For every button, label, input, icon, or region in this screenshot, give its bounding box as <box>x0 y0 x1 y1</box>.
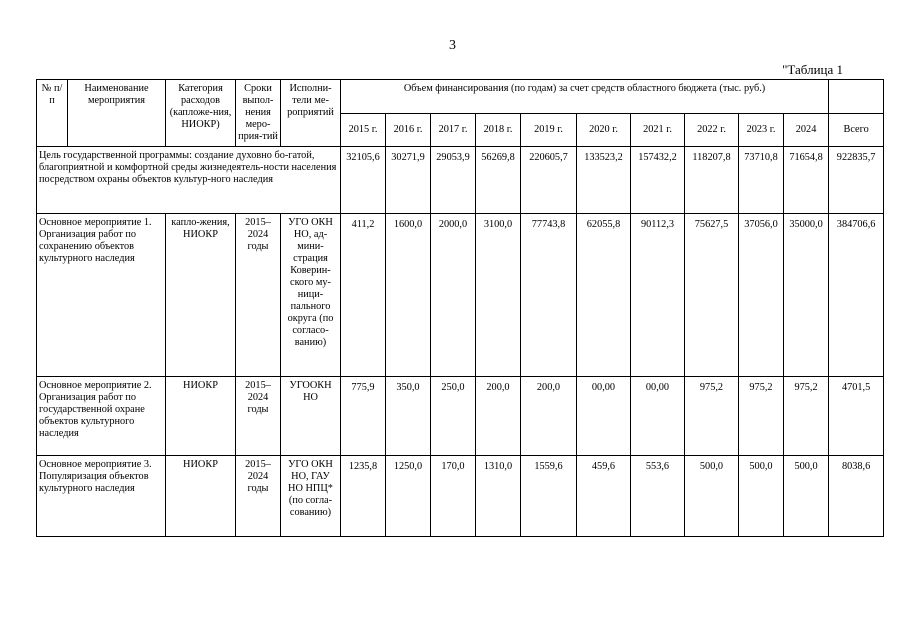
category-cell: НИОКР <box>166 377 236 456</box>
value-cell: 200,0 <box>521 377 577 456</box>
header-row <box>37 80 884 114</box>
executors-cell: УГООКН НО <box>281 377 341 456</box>
value-cell: 71654,8 <box>784 147 829 214</box>
value-cell: 2000,0 <box>431 214 476 377</box>
header-category: Категория расходов (капложе-ния, НИОКР) <box>166 80 236 147</box>
value-cell: 411,2 <box>341 214 386 377</box>
header-name: Наименование мероприятия <box>68 80 166 147</box>
goal-text: Цель государственной программы: создание духовно бо-гатой, благоприятной и комфортной среды жизнедеятель-ности населения посредством охраны объектов культур-ного наследия <box>37 147 341 214</box>
terms-cell: 2015–2024 годы <box>236 456 281 537</box>
value-cell: 00,00 <box>631 377 685 456</box>
value-cell: 220605,7 <box>521 147 577 214</box>
value-cell: 459,6 <box>577 456 631 537</box>
value-cell: 200,0 <box>476 377 521 456</box>
value-cell: 500,0 <box>739 456 784 537</box>
value-cell: 775,9 <box>341 377 386 456</box>
value-cell: 133523,2 <box>577 147 631 214</box>
total-cell: 384706,6 <box>829 214 884 377</box>
page-number: 3 <box>449 38 456 53</box>
value-cell: 118207,8 <box>685 147 739 214</box>
value-cell: 32105,6 <box>341 147 386 214</box>
header-executors: Исполни-тели ме-роприятий <box>281 80 341 147</box>
table-row <box>37 456 884 537</box>
header-year: 2024 <box>784 114 829 147</box>
table-row <box>37 377 884 456</box>
value-cell: 1559,6 <box>521 456 577 537</box>
header-year: 2018 г. <box>476 114 521 147</box>
header-year: 2022 г. <box>685 114 739 147</box>
value-cell: 975,2 <box>685 377 739 456</box>
goal-row <box>37 147 884 214</box>
category-cell: НИОКР <box>166 456 236 537</box>
executors-cell: УГО ОКН НО, ад-мини-страция Коверин-ского му-ници-пального округа (по согласо-ванию) <box>281 214 341 377</box>
value-cell: 35000,0 <box>784 214 829 377</box>
header-total: Всего <box>829 114 884 147</box>
value-cell: 00,00 <box>577 377 631 456</box>
value-cell: 29053,9 <box>431 147 476 214</box>
table-row <box>37 214 884 377</box>
value-cell: 90112,3 <box>631 214 685 377</box>
value-cell: 73710,8 <box>739 147 784 214</box>
terms-cell: 2015–2024 годы <box>236 377 281 456</box>
value-cell: 500,0 <box>685 456 739 537</box>
value-cell: 975,2 <box>784 377 829 456</box>
value-cell: 1250,0 <box>386 456 431 537</box>
value-cell: 62055,8 <box>577 214 631 377</box>
header-terms: Сроки выпол-нения меро-прия-тий <box>236 80 281 147</box>
header-num: № п/п <box>37 80 68 147</box>
total-cell: 8038,6 <box>829 456 884 537</box>
value-cell: 56269,8 <box>476 147 521 214</box>
category-cell: капло-жения, НИОКР <box>166 214 236 377</box>
value-cell: 975,2 <box>739 377 784 456</box>
value-cell: 75627,5 <box>685 214 739 377</box>
activity-name: Основное мероприятие 3. Популяризация объектов культурного наследия <box>37 456 166 537</box>
value-cell: 77743,8 <box>521 214 577 377</box>
value-cell: 250,0 <box>431 377 476 456</box>
value-cell: 30271,9 <box>386 147 431 214</box>
header-year: 2023 г. <box>739 114 784 147</box>
value-cell: 170,0 <box>431 456 476 537</box>
header-year: 2021 г. <box>631 114 685 147</box>
value-cell: 37056,0 <box>739 214 784 377</box>
activity-name: Основное мероприятие 2. Организация работ по государственной охране объектов культурного наследия <box>37 377 166 456</box>
activity-name: Основное мероприятие 1. Организация работ по сохранению объектов культурного наследия <box>37 214 166 377</box>
value-cell: 1310,0 <box>476 456 521 537</box>
terms-cell: 2015–2024 годы <box>236 214 281 377</box>
value-cell: 1235,8 <box>341 456 386 537</box>
header-year: 2015 г. <box>341 114 386 147</box>
value-cell: 350,0 <box>386 377 431 456</box>
header-year: 2017 г. <box>431 114 476 147</box>
value-cell: 3100,0 <box>476 214 521 377</box>
header-funding: Объем финансирования (по годам) за счет средств областного бюджета (тыс. руб.) <box>341 80 829 114</box>
header-year: 2019 г. <box>521 114 577 147</box>
total-cell: 922835,7 <box>829 147 884 214</box>
header-year: 2016 г. <box>386 114 431 147</box>
value-cell: 1600,0 <box>386 214 431 377</box>
funding-table <box>36 79 884 537</box>
value-cell: 553,6 <box>631 456 685 537</box>
header-year: 2020 г. <box>577 114 631 147</box>
value-cell: 157432,2 <box>631 147 685 214</box>
value-cell: 500,0 <box>784 456 829 537</box>
table-caption: "Таблица 1 <box>782 62 843 77</box>
header-empty <box>829 80 884 114</box>
executors-cell: УГО ОКН НО, ГАУ НО НПЦ* (по согла-сованию) <box>281 456 341 537</box>
total-cell: 4701,5 <box>829 377 884 456</box>
